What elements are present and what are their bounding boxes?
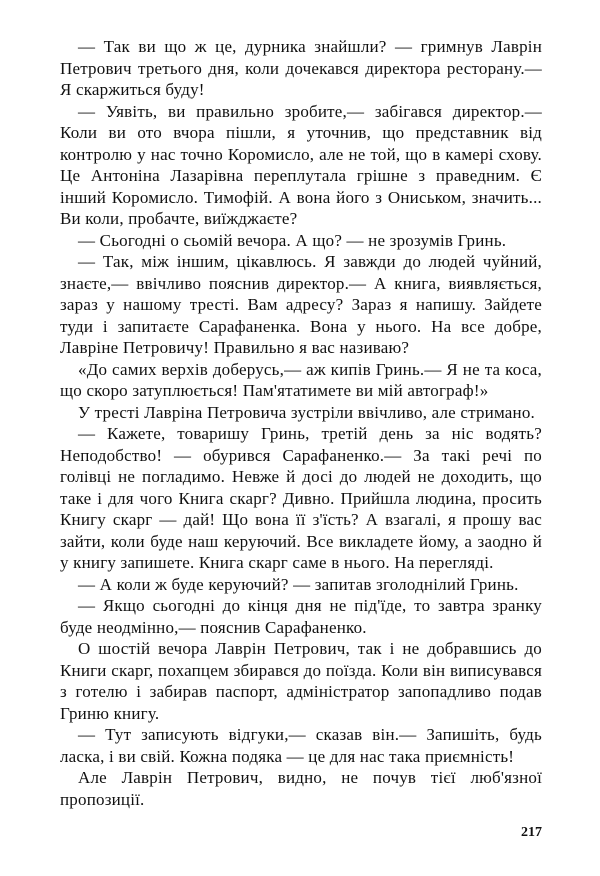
paragraph-7: — Кажете, товаришу Гринь, третій день за ніс водять? Неподобство! — обурився Сарафаненко.— За такі речі по голівці не погладимо. Невже й досі до людей не доходить, що таке і для чого Книга скарг? Дивно. Прийшла людина, просить Книгу скарг — дай! Що вона її з'їсть? А взагалі, я прошу вас зайти, коли буде наш керуючий. Все викладете йому, а заодно й у книгу запишете. Книга скарг саме в нього. На перегляді. xyxy=(60,424,542,572)
paragraph-4: — Так, між іншим, цікавлюсь. Я завжди до людей чуйний, знаєте,— ввічливо пояснив директор.— А книга, виявляється, зараз у нашому тресті. Вам адресу? Зараз я напишу. Зайдете туди і запитаєте Сарафаненка. Вона у нього. На все добре, Лавріне Петровичу! Правильно я вас називаю? xyxy=(60,252,542,357)
paragraph-9: — Якщо сьогодні до кінця дня не під'їде, то завтра зранку буде неодмінно,— пояснив Сарафаненко. xyxy=(60,596,542,637)
paragraph-11: — Тут записують відгуки,— сказав він.— Запишіть, будь ласка, і ви свій. Кожна подяка — це для нас така приємність! xyxy=(60,725,542,766)
paragraph-5: «До самих верхів доберусь,— аж кипів Гринь.— Я не та коса, що скоро затуплюється! Пам'ятатимете ви мій автограф!» xyxy=(60,359,542,400)
page-body xyxy=(60,36,542,810)
paragraph-2: — Уявіть, ви правильно зробите,— забігався директор.— Коли ви ото вчора пішли, я уточнив, що представник від контролю у нас точно Коромисло, але не той, що в камері схову. Це Антоніна Лазарівна переплутала грішне з праведним. Є інший Коромисло. Тимофій. А вона його з Ониськом, значить... Ви коли, пробачте, виїжджаєте? xyxy=(60,101,542,228)
paragraph-12: Але Лаврін Петрович, видно, не почув тієї люб'язної пропозиції. xyxy=(60,768,542,809)
paragraph-6: У тресті Лавріна Петровича зустріли ввічливо, але стримано. xyxy=(78,402,535,422)
paragraph-3: — Сьогодні о сьомій вечора. А що? — не зрозумів Гринь. xyxy=(78,230,507,250)
paragraph-8: — А коли ж буде керуючий? — запитав зголоднілий Гринь. xyxy=(78,574,519,594)
paragraph-1: — Так ви що ж це, дурника знайшли? — гримнув Лаврін Петрович третього дня, коли дочекався директора ресторану.— Я скаржиться буду! xyxy=(60,37,542,99)
page-number: 217 xyxy=(521,825,542,840)
paragraph-10: О шостій вечора Лаврін Петрович, так і не добравшись до Книги скарг, похапцем збирався до поїзда. Коли він виписувався з готелю і забирав паспорт, адміністратор запопадливо подав Гриню книгу. xyxy=(60,639,542,723)
